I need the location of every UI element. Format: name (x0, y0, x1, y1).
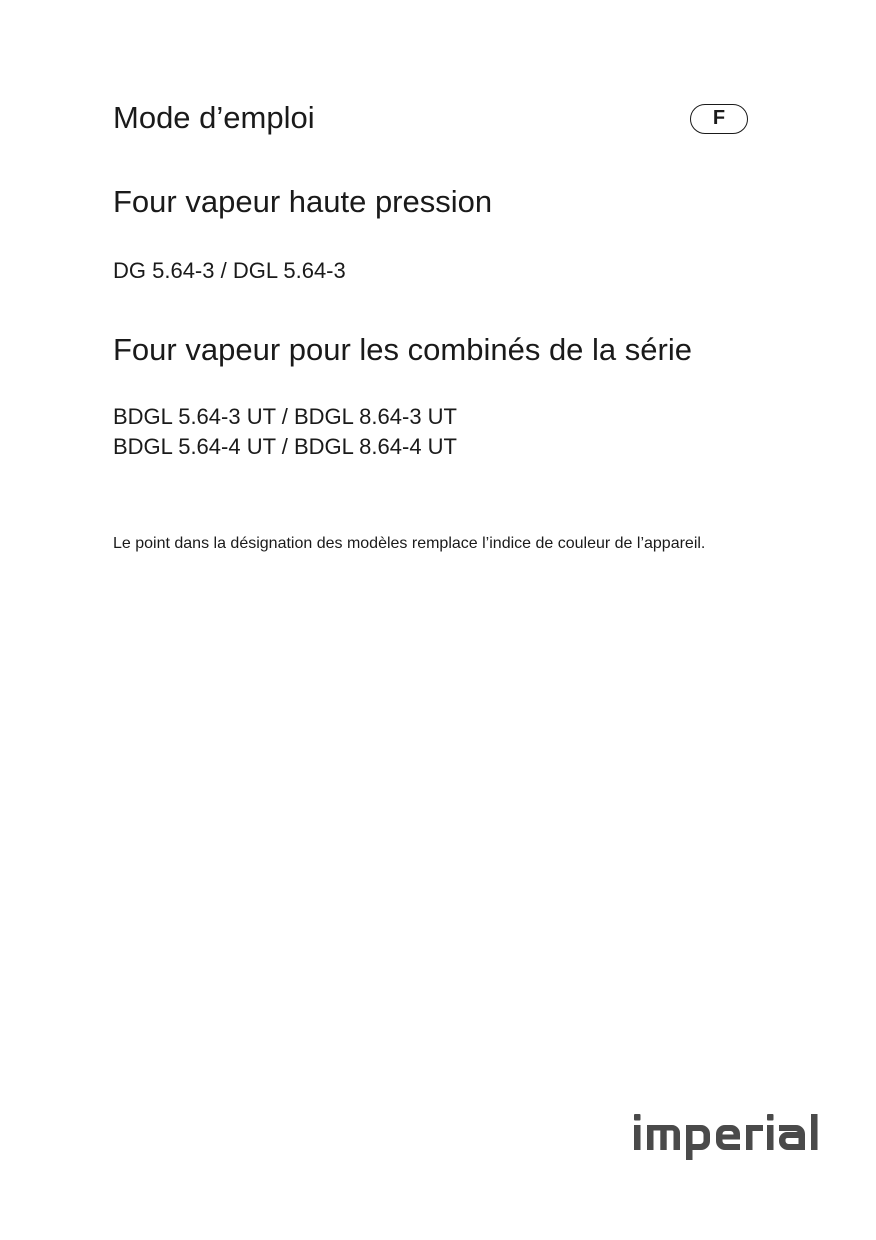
language-badge: F (690, 104, 748, 134)
product-models: DG 5.64-3 / DGL 5.64-3 (113, 258, 346, 283)
combi-title: Four vapeur pour les combinés de la série (113, 332, 692, 367)
model-designation-note: Le point dans la désignation des modèles remplace l’indice de couleur de l’appareil. (113, 535, 706, 552)
combi-models-line-1: BDGL 5.64-3 UT / BDGL 8.64-3 UT (113, 404, 457, 429)
document-type-heading: Mode d’emploi (113, 100, 315, 135)
product-title: Four vapeur haute pression (113, 184, 493, 219)
imperial-logo (632, 1112, 844, 1162)
combi-models-line-2: BDGL 5.64-4 UT / BDGL 8.64-4 UT (113, 434, 457, 459)
